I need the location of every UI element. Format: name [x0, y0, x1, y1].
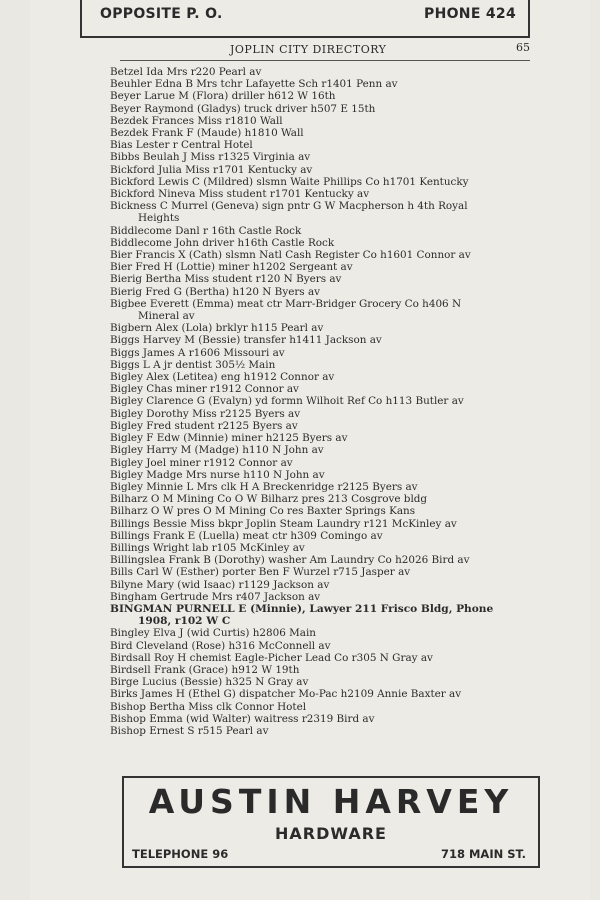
- entry-text: Beuhler Edna B Mrs tchr Lafayette Sch r1401 Penn av: [110, 78, 398, 91]
- directory-entry: [110, 408, 550, 420]
- entry-text: Biggs Harvey M (Bessie) transfer h1411 Jackson av: [110, 334, 382, 347]
- directory-entry: [110, 395, 550, 407]
- directory-page: [30, 0, 590, 900]
- entry-text: Birge Lucius (Bessie) h325 N Gray av: [110, 676, 309, 689]
- top-advertisement: [80, 0, 530, 38]
- directory-entry: [110, 188, 550, 200]
- directory-entry: [110, 676, 550, 688]
- entry-text: Biddlecome John driver h16th Castle Rock: [110, 236, 335, 249]
- entry-text: Bigley F Edw (Minnie) miner h2125 Byers av: [110, 432, 348, 445]
- entry-text: Betzel Ida Mrs r220 Pearl av: [110, 66, 262, 78]
- directory-entry: [110, 713, 550, 725]
- directory-entry: [110, 591, 550, 603]
- entry-text: Birks James H (Ethel G) dispatcher Mo-Pac h2109 Annie Baxter av: [110, 688, 462, 701]
- entry-text: Billings Bessie Miss bkpr Joplin Steam Laundry r121 McKinley av: [110, 517, 457, 530]
- entry-text: Bigbee Everett (Emma) meat ctr Marr-Bridger Grocery Co h406 N: [110, 297, 462, 310]
- directory-entry: [110, 359, 550, 371]
- directory-entry: [110, 554, 550, 566]
- directory-entry: [110, 664, 550, 676]
- page-number: 65: [516, 41, 530, 54]
- entry-text: Birdsall Roy H chemist Eagle-Picher Lead Co r305 N Gray av: [110, 651, 433, 664]
- entry-text: Bilharz O M Mining Co O W Bilharz pres 213 Cosgrove bldg: [110, 493, 428, 506]
- ad-telephone: TELEPHONE 96: [132, 847, 229, 861]
- directory-entry: [110, 225, 550, 237]
- directory-entry: [110, 334, 550, 346]
- directory-entry: [110, 127, 550, 139]
- entry-text: Bishop Ernest S r515 Pearl av: [110, 724, 269, 737]
- entry-text: Billings Frank E (Luella) meat ctr h309 Comingo av: [110, 529, 383, 542]
- entry-text: Bills Carl W (Esther) porter Ben F Wurzel r715 Jasper av: [110, 566, 411, 579]
- directory-entry: [110, 469, 550, 481]
- entry-text: Bigley Minnie L Mrs clk H A Breckenridge r2125 Byers av: [110, 480, 418, 493]
- directory-entry: [110, 652, 550, 664]
- ad-subtitle: HARDWARE: [275, 824, 387, 843]
- directory-entry: [110, 286, 550, 298]
- entry-text: Bier Francis X (Cath) slsmn Natl Cash Register Co h1601 Connor av: [110, 249, 471, 262]
- directory-entry: [110, 566, 550, 578]
- bottom-advertisement: [122, 776, 540, 868]
- entry-text: BINGMAN PURNELL E (Minnie), Lawyer 211 Frisco Bldg, Phone: [110, 602, 494, 615]
- directory-entry: [110, 457, 550, 469]
- directory-entry: [110, 115, 550, 127]
- entry-text: Bezdek Frank F (Maude) h1810 Wall: [110, 127, 304, 140]
- entry-text: Bishop Bertha Miss clk Connor Hotel: [110, 700, 307, 713]
- directory-entry: [110, 371, 550, 383]
- directory-entry: [110, 701, 550, 713]
- entry-text: Bigley Madge Mrs nurse h110 N John av: [110, 468, 325, 481]
- entry-text: Bias Lester r Central Hotel: [110, 139, 253, 152]
- directory-entry: [110, 627, 550, 639]
- entry-text: Bickford Nineva Miss student r1701 Kentucky av: [110, 188, 370, 201]
- directory-entry: [110, 640, 550, 652]
- directory-entry: [110, 444, 550, 456]
- entry-text: Bingley Elva J (wid Curtis) h2806 Main: [110, 627, 317, 640]
- running-header: [120, 40, 530, 61]
- entry-text: Bingham Gertrude Mrs r407 Jackson av: [110, 590, 321, 603]
- entry-text: Bigley Harry M (Madge) h110 N John av: [110, 444, 324, 457]
- entry-text: Bird Cleveland (Rose) h316 McConnell av: [110, 639, 331, 652]
- directory-entry: [110, 725, 550, 737]
- directory-entry: [110, 542, 550, 554]
- entry-continuation: Heights: [138, 212, 180, 225]
- directory-entry: [110, 164, 550, 176]
- entry-text: Bilyne Mary (wid Isaac) r1129 Jackson av: [110, 578, 330, 591]
- entry-text: Bigley Fred student r2125 Byers av: [110, 419, 298, 432]
- entry-text: Bierig Bertha Miss student r120 N Byers av: [110, 273, 342, 286]
- directory-entry: [110, 151, 550, 163]
- entry-text: Bier Fred H (Lottie) miner h1202 Sergeant av: [110, 261, 353, 274]
- entry-text: Bickford Julia Miss r1701 Kentucky av: [110, 163, 313, 176]
- entry-text: Bigley Joel miner r1912 Connor av: [110, 456, 293, 469]
- entry-text: Bigbern Alex (Lola) brklyr h115 Pearl av: [110, 322, 324, 335]
- entry-continuation: 1908, r102 W C: [138, 615, 231, 628]
- directory-entry: [110, 579, 550, 591]
- entry-text: Bishop Emma (wid Walter) waitress r2319 Bird av: [110, 712, 375, 725]
- entry-text: Bigley Clarence G (Evalyn) yd formn Wilhoit Ref Co h113 Butler av: [110, 395, 464, 408]
- entry-text: Billings Wright lab r105 McKinley av: [110, 541, 305, 554]
- directory-entry: [110, 530, 550, 542]
- directory-entry: [110, 176, 550, 188]
- entry-text: Bickness C Murrel (Geneva) sign pntr G W Macpherson h 4th Royal: [110, 200, 468, 213]
- entry-text: Bierig Fred G (Bertha) h120 N Byers av: [110, 285, 321, 298]
- entry-text: Bigley Dorothy Miss r2125 Byers av: [110, 407, 301, 420]
- directory-entry: [110, 249, 550, 261]
- ad-address: 718 MAIN ST.: [440, 847, 526, 861]
- entry-text: Bilharz O W pres O M Mining Co res Baxter Springs Kans: [110, 505, 416, 518]
- directory-entry: [110, 237, 550, 249]
- entry-text: Birdsell Frank (Grace) h912 W 19th: [110, 663, 300, 676]
- entry-text: Bickford Lewis C (Mildred) slsmn Waite Phillips Co h1701 Kentucky: [110, 175, 469, 188]
- entry-text: Beyer Larue M (Flora) driller h612 W 16th: [110, 90, 336, 103]
- entry-text: Bigley Chas miner r1912 Connor av: [110, 383, 299, 396]
- directory-entry: [110, 603, 550, 627]
- directory-entry: [110, 90, 550, 102]
- top-ad-location: OPPOSITE P. O.: [100, 6, 223, 22]
- entry-text: Biggs L A jr dentist 305½ Main: [110, 358, 276, 371]
- directory-entry: [110, 432, 550, 444]
- directory-entry: [110, 261, 550, 273]
- directory-title: JOPLIN CITY DIRECTORY: [230, 43, 387, 56]
- ad-brand-name: AUSTIN HARVEY: [148, 782, 514, 821]
- directory-entry: [110, 518, 550, 530]
- directory-entry: [110, 200, 550, 224]
- directory-entry: [110, 688, 550, 700]
- directory-entry: [110, 66, 550, 78]
- directory-entry: [110, 493, 550, 505]
- entry-text: Biggs James A r1606 Missouri av: [110, 346, 285, 359]
- entry-text: Biddlecome Danl r 16th Castle Rock: [110, 224, 302, 237]
- directory-entry: [110, 481, 550, 493]
- directory-entry: [110, 420, 550, 432]
- entry-continuation: Mineral av: [138, 310, 195, 323]
- directory-entry: [110, 322, 550, 334]
- directory-entry: [110, 383, 550, 395]
- directory-entry: [110, 273, 550, 285]
- entry-text: Bezdek Frances Miss r1810 Wall: [110, 114, 283, 127]
- directory-entry: [110, 78, 550, 90]
- entry-text: Beyer Raymond (Gladys) truck driver h507 E 15th: [110, 102, 376, 115]
- directory-entries: [110, 66, 550, 737]
- directory-entry: [110, 139, 550, 151]
- entry-text: Bigley Alex (Letitea) eng h1912 Connor av: [110, 371, 335, 384]
- directory-entry: [110, 103, 550, 115]
- entry-text: Billingslea Frank B (Dorothy) washer Am Laundry Co h2026 Bird av: [110, 554, 470, 567]
- directory-entry: [110, 505, 550, 517]
- entry-text: Bibbs Beulah J Miss r1325 Virginia av: [110, 151, 311, 164]
- directory-entry: [110, 298, 550, 322]
- top-ad-phone: PHONE 424: [424, 6, 516, 22]
- directory-entry: [110, 347, 550, 359]
